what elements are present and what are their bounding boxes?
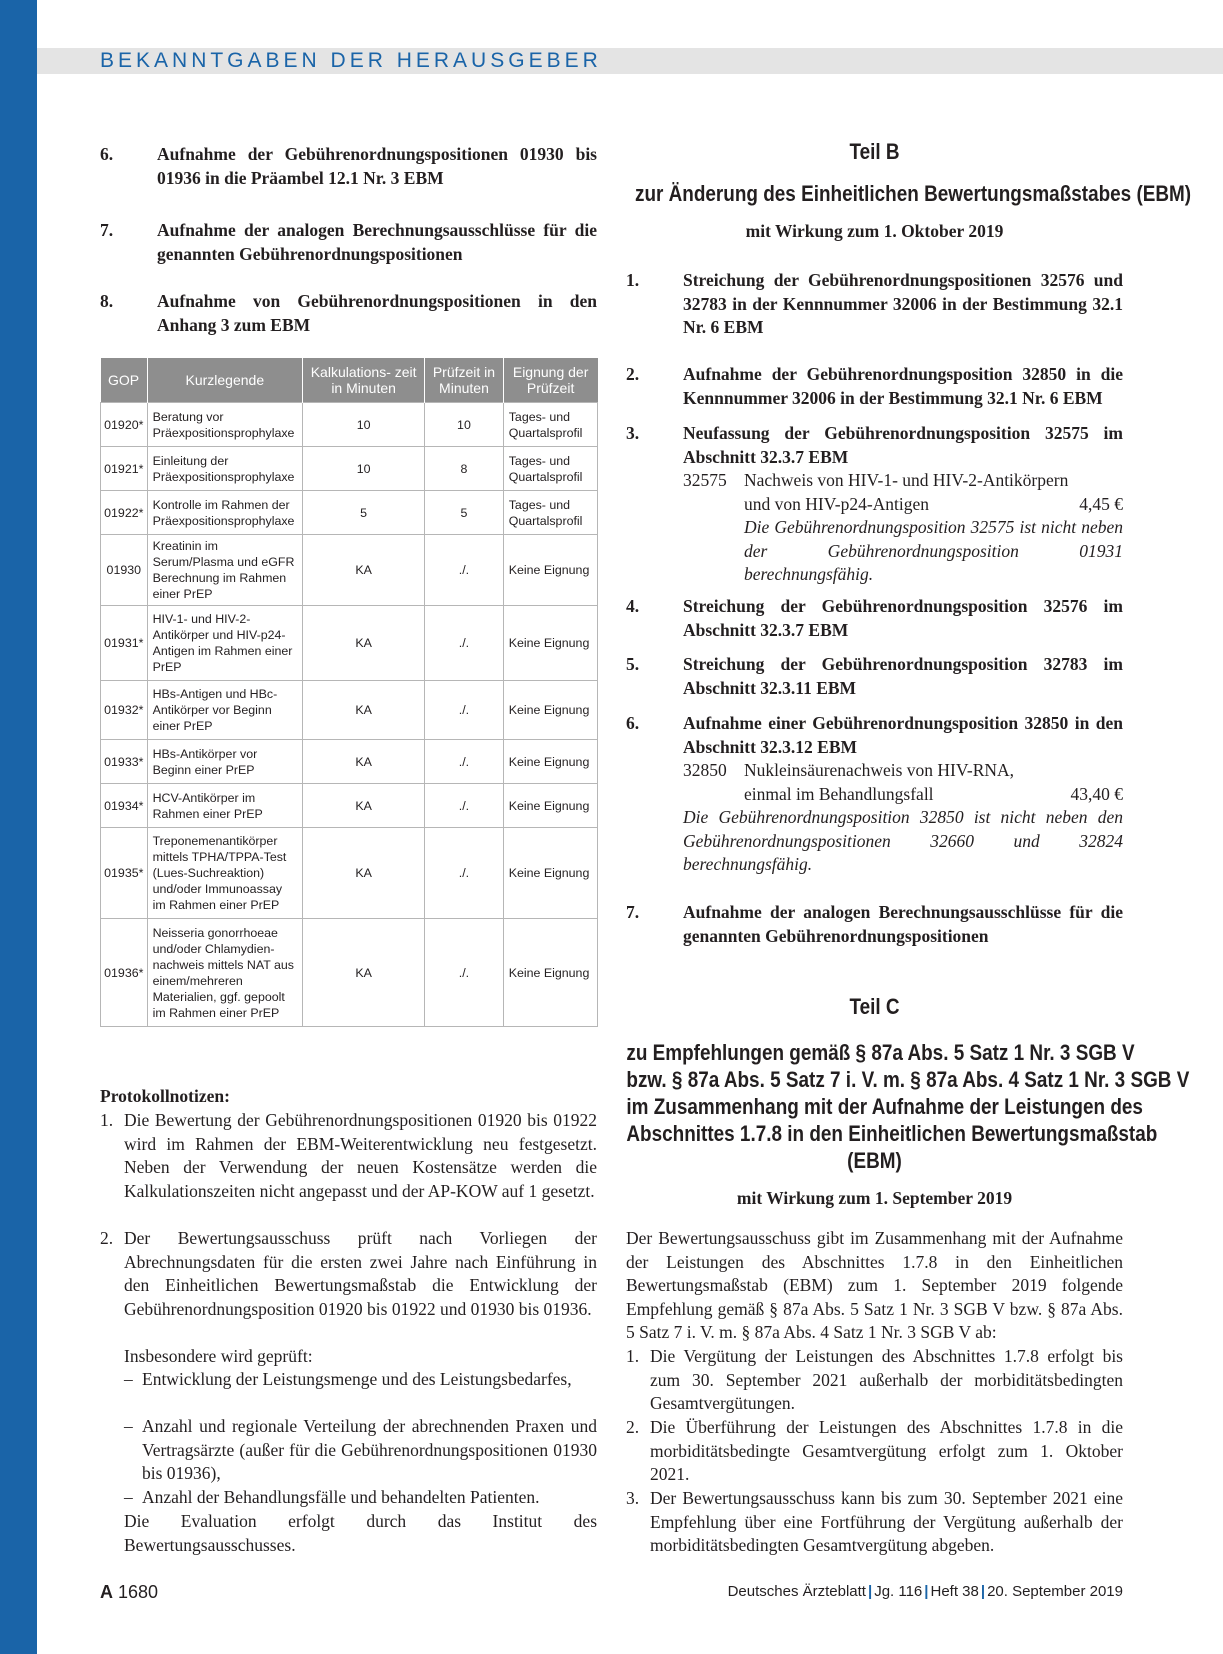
col-header-kurzlegende: Kurzlegende — [147, 358, 303, 403]
cell-kalkulationszeit: KA — [303, 828, 425, 919]
cell-gop: 01932* — [101, 681, 148, 740]
item-number: 8. — [100, 291, 114, 311]
cell-eignung: Keine Eignung — [503, 535, 597, 606]
page-prefix: A — [100, 1582, 113, 1602]
teil-b-subtitle: zur Änderung des Einheitlichen Bewertungsmaßstabes (EBM) — [634, 181, 1192, 206]
teil-c-subtitle-1: zu Empfehlungen gemäß § 87a Abs. 5 Satz 1 Nr. 3 SGB V — [626, 1040, 1135, 1065]
cell-pruefzeit: ./. — [425, 535, 504, 606]
cell-kalkulationszeit: 10 — [303, 403, 425, 447]
cell-eignung: Keine Eignung — [503, 784, 597, 828]
gop-description-line2: einmal im Behandlungsfall — [744, 783, 934, 804]
protokoll-note-1 — [100, 1109, 597, 1203]
note-text: Die Bewertung der Gebührenordnungspositionen 01920 bis 01922 wird im Rahmen der EBM-Weiterentwicklung neu festgesetzt. Neben der Verwendung der neuen Kostensätze werden die Kalkulationszeiten nicht angepasst und der AP-KOW auf 1 gesetzt. — [124, 1110, 597, 1201]
protokoll-dash-3: – Anzahl der Behandlungsfälle und behandelten Patienten. — [124, 1486, 597, 1510]
table-row — [101, 447, 598, 491]
dash-text: Entwicklung der Leistungsmenge und des Leistungsbedarfes, — [142, 1369, 572, 1389]
cell-eignung: Keine Eignung — [503, 681, 597, 740]
teil-b-item-1 — [626, 269, 1123, 340]
item-text: Streichung der Gebührenordnungsposition 32783 im Abschnitt 32.3.11 EBM — [683, 654, 1123, 698]
item-text: Aufnahme der analogen Berechnungsausschlüsse für die genannten Gebührenordnungspositionen — [683, 902, 1123, 946]
cell-eignung: Tages- und Quartalsprofil — [503, 403, 597, 447]
item-text: Streichung der Gebührenordnungsposition 32576 im Abschnitt 32.3.7 EBM — [683, 596, 1123, 640]
point-text: Die Vergütung der Leistungen des Abschnittes 1.7.8 erfolgt bis zum 30. September 2021 außerhalb der morbiditätsbedingten Gesamtvergütungen. — [650, 1346, 1123, 1413]
cell-eignung: Keine Eignung — [503, 828, 597, 919]
cell-kurzlegende: HBs-Antigen und HBc-Antikörper vor Beginn einer PrEP — [147, 681, 303, 740]
cell-kalkulationszeit: 10 — [303, 447, 425, 491]
cell-gop: 01920* — [101, 403, 148, 447]
table-header-row — [101, 358, 598, 403]
left-item-8 — [100, 290, 597, 337]
col-header-kalkulationszeit: Kalkulations- zeit in Minuten — [303, 358, 425, 403]
teil-b-item-4 — [626, 595, 1123, 642]
left-item-7 — [100, 219, 597, 266]
note-number: 1. — [100, 1110, 114, 1130]
item-number: 3. — [626, 423, 640, 443]
cell-eignung: Keine Eignung — [503, 606, 597, 681]
item-text: Streichung der Gebührenordnungspositionen 32576 und 32783 in der Kennnummer 32006 in der Bestimmung 32.1 Nr. 6 EBM — [683, 270, 1123, 337]
gop-price: 4,45 € — [1079, 493, 1123, 514]
cell-kurzlegende: Neisseria gonorrhoeae und/oder Chlamydien-nachweis mittels NAT aus einem/mehreren Materialien, ggf. gepoolt im Rahmen einer PrEP — [147, 919, 303, 1027]
item-number: 1. — [626, 270, 640, 290]
col-header-gop: GOP — [101, 358, 148, 403]
cell-kalkulationszeit: KA — [303, 919, 425, 1027]
gop-note: Die Gebührenordnungsposition 32850 ist nicht neben den Gebührenordnungspositionen 32660 und 32824 berechnungsfähig. — [683, 807, 1123, 874]
teil-c-subtitle-4: Abschnittes 1.7.8 in den Einheitlichen Bewertungsmaßstab — [626, 1121, 1158, 1146]
point-text: Die Überführung der Leistungen des Abschnittes 1.7.8 in die morbiditätsbedingte Gesamtvergütung erfolgt zum 1. Oktober 2021. — [650, 1417, 1123, 1484]
teil-c-point-3 — [626, 1487, 1123, 1558]
sidebar-stripe — [0, 0, 37, 1654]
cell-pruefzeit: ./. — [425, 828, 504, 919]
teil-b-item-6 — [626, 712, 1123, 759]
cell-gop: 01936* — [101, 919, 148, 1027]
protokoll-evaluation — [100, 1510, 597, 1557]
cell-gop: 01933* — [101, 740, 148, 784]
cell-pruefzeit: ./. — [425, 784, 504, 828]
item-number: 6. — [626, 713, 640, 733]
gop-code: 32850 — [683, 760, 727, 780]
item-number: 5. — [626, 654, 640, 674]
teil-c-subtitle-5: (EBM) — [847, 1148, 902, 1173]
teil-c-subtitle-2: bzw. § 87a Abs. 5 Satz 7 i. V. m. § 87a Abs. 4 Satz 1 Nr. 3 SGB V — [626, 1067, 1190, 1092]
teil-c-title: Teil C — [849, 994, 900, 1019]
dash-text: Anzahl der Behandlungsfälle und behandelten Patienten. — [142, 1487, 540, 1507]
table-row — [101, 828, 598, 919]
note-number: 2. — [100, 1228, 114, 1248]
teil-c-effective: mit Wirkung zum 1. September 2019 — [736, 1188, 1013, 1208]
journal-issue: Heft 38 — [930, 1583, 979, 1600]
cell-kurzlegende: HIV-1- und HIV-2-Antikörper und HIV-p24-Antigen im Rahmen einer PrEP — [147, 606, 303, 681]
journal-date: 20. September 2019 — [987, 1583, 1123, 1600]
table-row — [101, 784, 598, 828]
gop-table — [100, 358, 598, 1027]
teil-b-title: Teil B — [849, 139, 900, 164]
journal-volume: Jg. 116 — [874, 1583, 923, 1600]
note-text: Der Bewertungsausschuss prüft nach Vorliegen der Abrechnungsdaten für die ersten zwei Jahre nach Einführung in den Einheitlichen Bewertungsmaßstab die Entwicklung der Gebührenordnungsposition 01920 bis 01922 und 01930 bis 01936. — [124, 1228, 597, 1319]
cell-gop: 01922* — [101, 491, 148, 535]
cell-gop: 01931* — [101, 606, 148, 681]
cell-pruefzeit: 5 — [425, 491, 504, 535]
table-row — [101, 491, 598, 535]
col-header-eignung: Eignung der Prüfzeit — [503, 358, 597, 403]
cell-eignung: Tages- und Quartalsprofil — [503, 491, 597, 535]
teil-b-effective: mit Wirkung zum 1. Oktober 2019 — [745, 221, 1004, 241]
cell-pruefzeit: 8 — [425, 447, 504, 491]
cell-pruefzeit: ./. — [425, 919, 504, 1027]
protokoll-dash-2: – Anzahl und regionale Verteilung der abrechnenden Praxen und Vertragsärzte (außer für die Gebührenordnungspositionen 01930 bis 01936), — [124, 1415, 597, 1486]
teil-c-point-1 — [626, 1345, 1123, 1416]
cell-gop: 01934* — [101, 784, 148, 828]
item-number: 7. — [626, 902, 640, 922]
item-number: 6. — [100, 144, 114, 164]
table-row — [101, 919, 598, 1027]
cell-kurzlegende: Treponemenantikörper mittels TPHA/TPPA-Test (Lues-Suchreaktion) und/oder Immunoassay im Rahmen einer PrEP — [147, 828, 303, 919]
cell-pruefzeit: ./. — [425, 606, 504, 681]
cell-kalkulationszeit: 5 — [303, 491, 425, 535]
item-text: Aufnahme einer Gebührenordnungsposition 32850 in den Abschnitt 32.3.12 EBM — [683, 713, 1123, 757]
item-number: 7. — [100, 220, 114, 240]
gop-description-line2: und von HIV-p24-Antigen — [744, 493, 930, 514]
cell-kurzlegende: Kontrolle im Rahmen der Präexpositionsprophylaxe — [147, 491, 303, 535]
item-text: Aufnahme der Gebührenordnungspositionen 01930 bis 01936 in die Präambel 12.1 Nr. 3 EBM — [157, 144, 597, 188]
protokoll-insbesondere — [100, 1345, 597, 1369]
protokoll-dash-1: – Entwicklung der Leistungsmenge und des Leistungsbedarfes, — [124, 1368, 597, 1392]
cell-kalkulationszeit: KA — [303, 784, 425, 828]
teil-c-point-2 — [626, 1416, 1123, 1487]
protokoll-note-2 — [100, 1227, 597, 1321]
publication-info: Deutsches Ärzteblatt | Jg. 116 | Heft 38 | 20. September 2019 — [727, 1583, 1123, 1600]
table-row — [101, 681, 598, 740]
teil-b-item-7 — [626, 901, 1123, 948]
evaluation-text: Die Evaluation erfolgt durch das Institut des Bewertungsausschusses. — [124, 1511, 597, 1555]
teil-c-subtitle-3: im Zusammenhang mit der Aufnahme der Leistungen des — [626, 1094, 1143, 1119]
left-item-6 — [100, 143, 597, 190]
gop-description-line1: Nukleinsäurenachweis von HIV-RNA, — [744, 760, 1015, 780]
cell-gop: 01930 — [101, 535, 148, 606]
col-header-pruefzeit: Prüfzeit in Minuten — [425, 358, 504, 403]
cell-eignung: Tages- und Quartalsprofil — [503, 447, 597, 491]
teil-b-item-5 — [626, 653, 1123, 700]
item-text: Aufnahme von Gebührenordnungspositionen in den Anhang 3 zum EBM — [157, 291, 597, 335]
cell-kalkulationszeit: KA — [303, 606, 425, 681]
cell-kalkulationszeit: KA — [303, 535, 425, 606]
cell-kalkulationszeit: KA — [303, 740, 425, 784]
gop-code: 32575 — [683, 470, 727, 490]
point-number: 1. — [626, 1346, 640, 1366]
item-text: Aufnahme der Gebührenordnungsposition 32850 in die Kennnummer 32006 in der Bestimmung 32.1 Nr. 6 EBM — [683, 364, 1123, 408]
cell-kurzlegende: HCV-Antikörper im Rahmen einer PrEP — [147, 784, 303, 828]
table-row — [101, 606, 598, 681]
journal-name: Deutsches Ärzteblatt — [727, 1583, 866, 1600]
cell-kurzlegende: Kreatinin im Serum/Plasma und eGFR Berechnung im Rahmen einer PrEP — [147, 535, 303, 606]
teil-b-item-2 — [626, 363, 1123, 410]
cell-kurzlegende: HBs-Antikörper vor Beginn einer PrEP — [147, 740, 303, 784]
page-number-value: 1680 — [118, 1582, 159, 1602]
gop-note: Die Gebührenordnungsposition 32575 ist nicht neben der Gebührenordnungsposition 01931 berechnungsfähig. — [744, 517, 1123, 584]
gop-entry-32850 — [683, 759, 1123, 877]
gop-description-line1: Nachweis von HIV-1- und HIV-2-Antikörpern — [744, 470, 1069, 490]
table-row — [101, 740, 598, 784]
protokoll-heading: Protokollnotizen: — [100, 1086, 230, 1106]
insbesondere-text: Insbesondere wird geprüft: — [124, 1346, 313, 1366]
point-number: 2. — [626, 1417, 640, 1437]
cell-pruefzeit: ./. — [425, 681, 504, 740]
cell-kalkulationszeit: KA — [303, 681, 425, 740]
item-text: Aufnahme der analogen Berechnungsausschlüsse für die genannten Gebührenordnungspositionen — [157, 220, 597, 264]
dash-text: Anzahl und regionale Verteilung der abrechnenden Praxen und Vertragsärzte (außer für die Gebührenordnungspositionen 01930 bis 01936), — [142, 1416, 597, 1483]
point-number: 3. — [626, 1488, 640, 1508]
table-row — [101, 403, 598, 447]
cell-kurzlegende: Einleitung der Präexpositionsprophylaxe — [147, 447, 303, 491]
table-row — [101, 535, 598, 606]
intro-text: Der Bewertungsausschuss gibt im Zusammenhang mit der Aufnahme der Leistungen des Abschnittes 1.7.8 in den Einheitlichen Bewertungsmaßstab (EBM) zum 1. September 2019 folgende Empfehlung gemäß § 87a Abs. 5 Satz 1 Nr. 3 SGB V bzw. § 87a Abs. 5 Satz 7 i. V. m. § 87a Abs. 4 Satz 1 Nr. 3 SGB V ab: — [626, 1228, 1123, 1342]
teil-c-intro — [626, 1227, 1123, 1345]
cell-eignung: Keine Eignung — [503, 919, 597, 1027]
item-number: 2. — [626, 364, 640, 384]
point-text: Der Bewertungsausschuss kann bis zum 30. September 2021 eine Empfehlung über eine Fortführung der Vergütung außerhalb der morbiditätsbedingten Gesamtvergütung abgeben. — [650, 1488, 1123, 1555]
cell-gop: 01921* — [101, 447, 148, 491]
cell-eignung: Keine Eignung — [503, 740, 597, 784]
cell-gop: 01935* — [101, 828, 148, 919]
item-text: Neufassung der Gebührenordnungsposition 32575 im Abschnitt 32.3.7 EBM — [683, 423, 1123, 467]
item-number: 4. — [626, 596, 640, 616]
page-number — [100, 1581, 158, 1603]
section-header: BEKANNTGABEN DER HERAUSGEBER — [100, 49, 602, 72]
gop-price: 43,40 € — [1070, 783, 1123, 804]
teil-b-item-3 — [626, 422, 1123, 469]
cell-pruefzeit: 10 — [425, 403, 504, 447]
cell-pruefzeit: ./. — [425, 740, 504, 784]
gop-entry-32575 — [683, 469, 1123, 587]
cell-kurzlegende: Beratung vor Präexpositionsprophylaxe — [147, 403, 303, 447]
